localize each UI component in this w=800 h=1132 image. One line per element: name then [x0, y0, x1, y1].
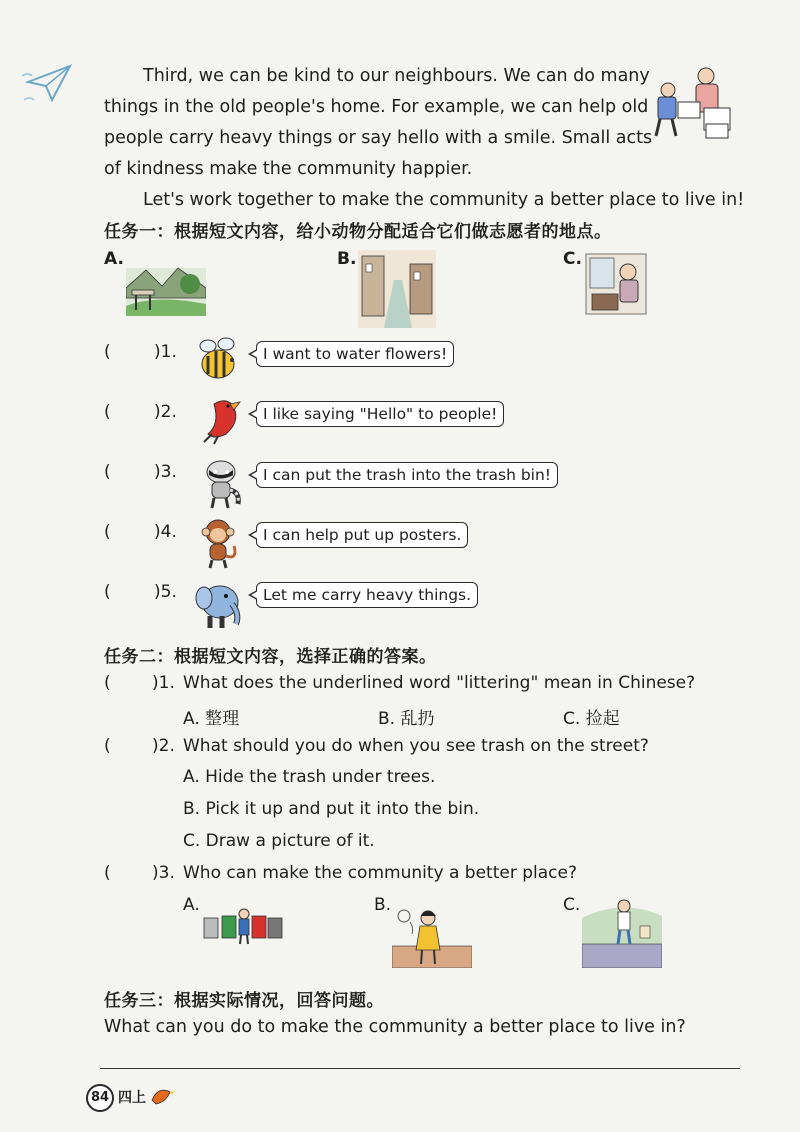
passage-line-3: people carry heavy things or say hello with a smile. Small acts	[104, 128, 653, 148]
task3-title: 任务三：根据实际情况，回答问题。	[104, 991, 384, 1011]
item-number-1: )1.	[154, 342, 177, 362]
option-b-label: B.	[337, 249, 357, 269]
answer-line[interactable]	[100, 1068, 740, 1069]
passage-line-1: Third, we can be kind to our neighbours. We can do many	[143, 66, 650, 86]
monkey-icon	[198, 516, 244, 570]
answer-paren-1[interactable]: (	[104, 342, 111, 362]
item-number-4: )4.	[154, 522, 177, 542]
speech-bubble-5: Let me carry heavy things.	[256, 582, 478, 608]
item-number-2: )2.	[154, 402, 177, 422]
option-c-label: C.	[563, 249, 582, 269]
passage-line-5: Let's work together to make the community a better place to live in!	[143, 190, 745, 210]
passage-line-4: of kindness make the community happier.	[104, 159, 473, 179]
helping-elderly-illustration	[646, 64, 736, 144]
speech-bubble-1: I want to water flowers!	[256, 341, 454, 367]
task2-q2-text: What should you do when you see trash on the street?	[183, 736, 649, 756]
answer-paren-2[interactable]: (	[104, 402, 111, 422]
answer-paren-4[interactable]: (	[104, 522, 111, 542]
task2-q1-number: )1.	[152, 673, 175, 693]
task2-q3-number: )3.	[152, 863, 175, 883]
old-peoples-home-illustration	[584, 250, 654, 320]
task2-q3-option-c[interactable]: C.	[563, 895, 581, 915]
option-a-label: A.	[104, 249, 124, 269]
task2-q1-option-c[interactable]: C. 捡起	[563, 709, 620, 729]
elephant-icon	[192, 578, 246, 630]
answer-paren-3[interactable]: (	[104, 462, 111, 482]
task2-q3-text: Who can make the community a better place?	[183, 863, 577, 883]
task2-q2-number: )2.	[152, 736, 175, 756]
street-illustration	[358, 250, 436, 328]
grade-label: 四上	[118, 1090, 146, 1106]
task2-q3-option-b[interactable]: B.	[374, 895, 392, 915]
raccoon-icon	[198, 456, 244, 510]
task2-q3-option-a[interactable]: A.	[183, 895, 200, 915]
page-number: 84	[86, 1084, 114, 1112]
painting-wall-illustration	[582, 898, 662, 968]
item-number-5: )5.	[154, 582, 177, 602]
passage-line-2: things in the old people's home. For example, we can help old	[104, 97, 649, 117]
task2-q2-option-c[interactable]: C. Draw a picture of it.	[183, 831, 375, 851]
task2-q2-option-a[interactable]: A. Hide the trash under trees.	[183, 767, 436, 787]
speech-bubble-3: I can put the trash into the trash bin!	[256, 462, 558, 488]
red-bird-icon	[200, 394, 246, 446]
park-illustration	[126, 258, 206, 316]
bee-icon	[192, 334, 244, 386]
task2-q3-paren[interactable]: (	[104, 863, 111, 883]
speech-bubble-4: I can help put up posters.	[256, 522, 468, 548]
speech-bubble-2: I like saying "Hello" to people!	[256, 401, 504, 427]
task1-title: 任务一：根据短文内容，给小动物分配适合它们做志愿者的地点。	[104, 222, 612, 242]
task2-title: 任务二：根据短文内容，选择正确的答案。	[104, 647, 437, 667]
task2-q1-text: What does the underlined word "littering" mean in Chinese?	[183, 673, 696, 693]
recycling-bins-illustration	[200, 906, 284, 946]
small-bird-icon	[148, 1082, 176, 1108]
item-number-3: )3.	[154, 462, 177, 482]
task2-q2-option-b[interactable]: B. Pick it up and put it into the bin.	[183, 799, 480, 819]
littering-girl-illustration	[392, 906, 472, 968]
task2-q2-paren[interactable]: (	[104, 736, 111, 756]
paper-plane-icon	[18, 60, 78, 110]
task2-q1-paren[interactable]: (	[104, 673, 111, 693]
task3-question: What can you do to make the community a better place to live in?	[104, 1017, 686, 1037]
task2-q1-option-a[interactable]: A. 整理	[183, 709, 240, 729]
task2-q1-option-b[interactable]: B. 乱扔	[378, 709, 435, 729]
answer-paren-5[interactable]: (	[104, 582, 111, 602]
